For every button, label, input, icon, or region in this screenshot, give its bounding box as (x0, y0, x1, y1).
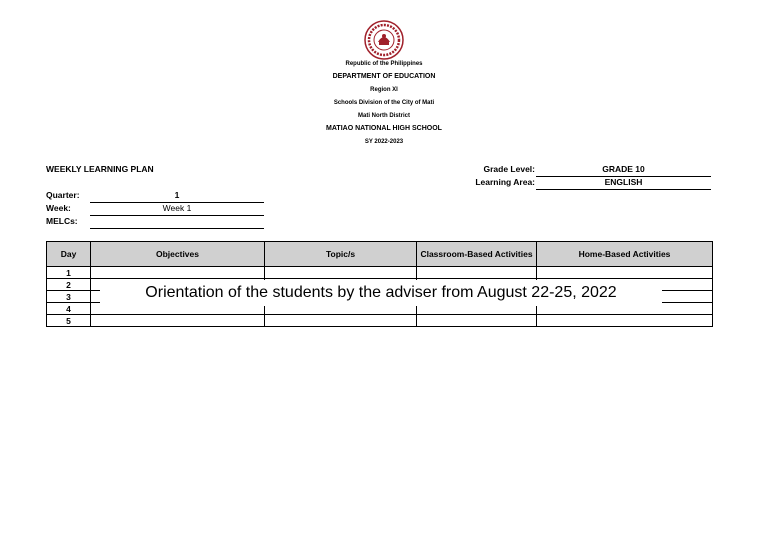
table-row (47, 315, 713, 327)
plan-title: WEEKLY LEARNING PLAN (46, 164, 154, 174)
day-cell: 4 (47, 303, 91, 315)
week-value: Week 1 (162, 203, 192, 213)
week-label: Week: (46, 203, 71, 213)
week-underline (90, 215, 264, 216)
day-cell: 5 (47, 315, 91, 327)
region-text: Region XI (370, 87, 398, 93)
table-cell (537, 315, 713, 327)
header-home-activities: Home-Based Activities (537, 242, 713, 267)
school-year: SY 2022-2023 (364, 139, 404, 145)
table-cell (537, 267, 713, 279)
melcs-underline (90, 228, 264, 229)
melcs-label: MELCs: (46, 216, 78, 226)
learning-area-value: ENGLISH (604, 177, 643, 187)
table-cell (265, 315, 417, 327)
learning-area-underline (536, 189, 711, 190)
learning-area-label: Learning Area: (475, 177, 535, 187)
grade-level-label: Grade Level: (483, 164, 535, 174)
day-cell: 2 (47, 279, 91, 291)
header-topics: Topic/s (265, 242, 417, 267)
table-cell (91, 267, 265, 279)
table-cell (91, 315, 265, 327)
header-day: Day (47, 242, 91, 267)
deped-seal-icon (364, 20, 404, 60)
table-header-row (47, 242, 713, 267)
table-cell (265, 267, 417, 279)
day-cell: 3 (47, 291, 91, 303)
department-text: DEPARTMENT OF EDUCATION (332, 73, 436, 80)
table-cell (417, 267, 537, 279)
division-text: Schools Division of the City of Mati (333, 100, 435, 106)
quarter-label: Quarter: (46, 190, 80, 200)
school-name: MATIAO NATIONAL HIGH SCHOOL (326, 125, 442, 132)
quarter-value: 1 (174, 190, 180, 200)
header-classroom-activities: Classroom-Based Activities (417, 242, 537, 267)
orientation-note: Orientation of the students by the adviser from August 22-25, 2022 (100, 280, 662, 306)
header-objectives: Objectives (91, 242, 265, 267)
district-text: Mati North District (357, 113, 410, 119)
republic-text: Republic of the Philippines (345, 61, 423, 67)
day-cell: 1 (47, 267, 91, 279)
table-row (47, 267, 713, 279)
table-cell (417, 315, 537, 327)
grade-level-value: GRADE 10 (602, 164, 645, 174)
